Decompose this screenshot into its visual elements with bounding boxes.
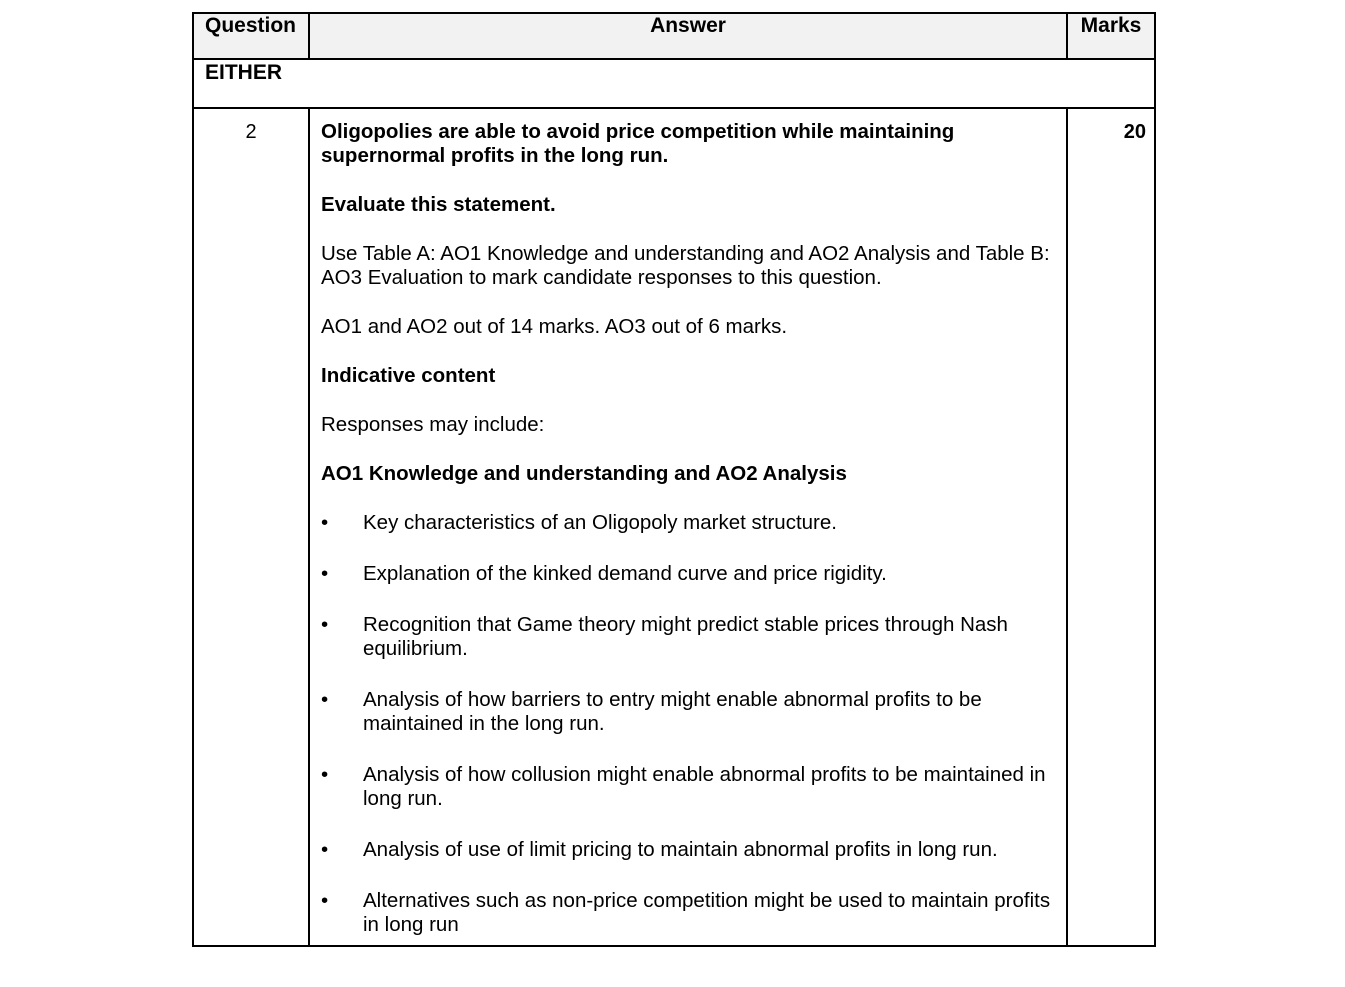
bullet-text: Analysis of how barriers to entry might enable abnormal profits to be maintained in the long run.	[363, 688, 982, 735]
bullet-text: Explanation of the kinked demand curve and price rigidity.	[363, 562, 887, 585]
bullet-icon: •	[321, 613, 329, 636]
mark-scheme-table	[192, 12, 1156, 947]
indicative-heading: Indicative content	[321, 364, 496, 387]
answer-cell	[309, 108, 1067, 946]
question-instruction: Evaluate this statement.	[321, 193, 556, 216]
question-row	[193, 108, 1155, 946]
bullet-text: Analysis of how collusion might enable abnormal profits to be maintained in long run.	[363, 763, 1046, 810]
question-number: 2	[193, 108, 309, 946]
ao-heading: AO1 Knowledge and understanding and AO2 Analysis	[321, 462, 847, 485]
bullet-icon: •	[321, 511, 329, 534]
bullet-icon: •	[321, 763, 329, 786]
bullet-icon: •	[321, 889, 329, 912]
header-row	[193, 13, 1155, 59]
tables-note: Use Table A: AO1 Knowledge and understanding and AO2 Analysis and Table B: AO3 Evaluation to mark candidate responses to this question.	[321, 242, 1050, 289]
either-label: EITHER	[193, 59, 1155, 108]
bullet-icon: •	[321, 562, 329, 585]
bullet-item	[321, 889, 1058, 937]
bullet-icon: •	[321, 688, 329, 711]
bullet-item	[321, 763, 1058, 811]
bullet-text: Recognition that Game theory might predict stable prices through Nash equilibrium.	[363, 613, 1008, 660]
bullet-item	[321, 613, 1058, 661]
bullet-text: Key characteristics of an Oligopoly market structure.	[363, 511, 837, 534]
responses-intro: Responses may include:	[321, 413, 545, 436]
bullet-item	[321, 688, 1058, 736]
bullet-item	[321, 562, 1058, 586]
answer-column-header: Answer	[309, 13, 1067, 59]
question-marks: 20	[1067, 108, 1155, 946]
bullet-item	[321, 511, 1058, 535]
bullet-icon: •	[321, 838, 329, 861]
indicative-bullet-list	[321, 511, 1058, 937]
bullet-item	[321, 838, 1058, 862]
marks-column-header: Marks	[1067, 13, 1155, 59]
question-statement: Oligopolies are able to avoid price competition while maintaining supernormal profits in the long run.	[321, 120, 955, 167]
question-column-header: Question	[193, 13, 309, 59]
marks-split: AO1 and AO2 out of 14 marks. AO3 out of 6 marks.	[321, 315, 788, 338]
bullet-text: Alternatives such as non-price competition might be used to maintain profits in long run	[363, 889, 1051, 936]
bullet-text: Analysis of use of limit pricing to maintain abnormal profits in long run.	[363, 838, 998, 861]
either-row	[193, 59, 1155, 108]
